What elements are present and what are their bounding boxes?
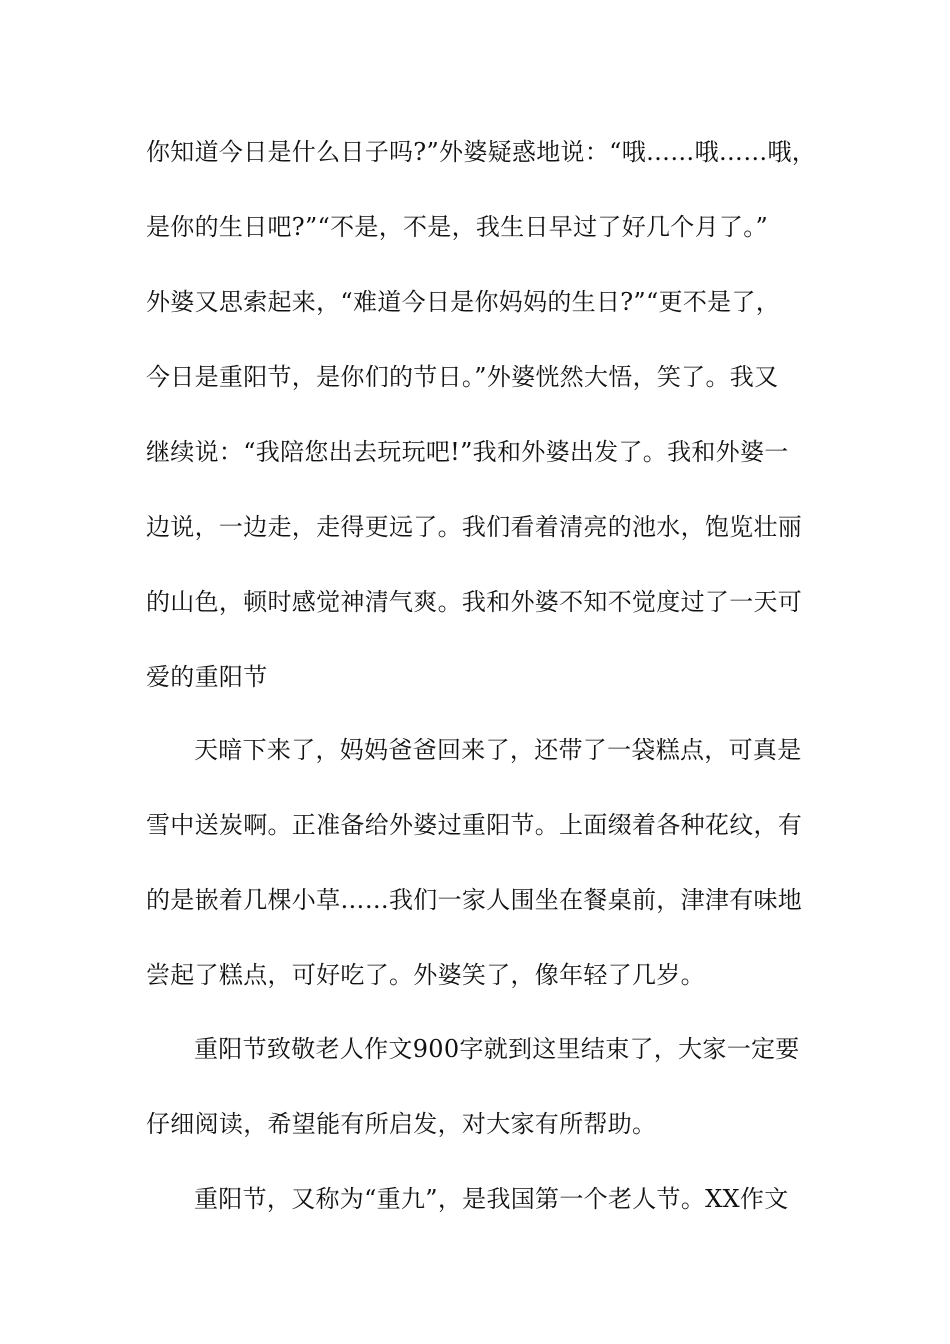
text-line: 尝起了糕点，可好吃了。外婆笑了，像年轻了几岁。 [146,961,705,989]
text-line: 雪中送炭啊。正准备给外婆过重阳节。上面缀着各种花纹，有 [146,811,803,839]
text-line: 仔细阅读，希望能有所启发，对大家有所帮助。 [146,1110,657,1138]
text-line: 边说，一边走，走得更远了。我们看着清亮的池水，饱览壮丽 [146,513,803,541]
text-line: 的是嵌着几棵小草……我们一家人围坐在餐桌前，津津有味地 [146,886,803,914]
text-line: 今日是重阳节，是你们的节日。”外婆恍然大悟，笑了。我又 [146,363,779,391]
paragraph-first-line: 重阳节，又称为“重九”，是我国第一个老人节。XX作文 [194,1185,789,1213]
text-line: 的山色，顿时感觉神清气爽。我和外婆不知不觉度过了一天可 [146,588,803,616]
text-line: 你知道今日是什么日子吗?”外婆疑惑地说：“哦……哦……哦， [146,138,817,166]
text-line: 是你的生日吧?”“不是，不是，我生日早过了好几个月了。” [146,213,769,241]
paragraph-first-line: 天暗下来了，妈妈爸爸回来了，还带了一袋糕点，可真是 [194,736,802,764]
text-line: 外婆又思索起来，“难道今日是你妈妈的生日?”“更不是了， [146,288,781,316]
paragraph-first-line: 重阳节致敬老人作文900字就到这里结束了，大家一定要 [194,1035,800,1063]
text-line: 继续说：“我陪您出去玩玩吧!”我和外婆出发了。我和外婆一 [146,438,789,466]
text-line: 爱的重阳节 [146,663,268,691]
